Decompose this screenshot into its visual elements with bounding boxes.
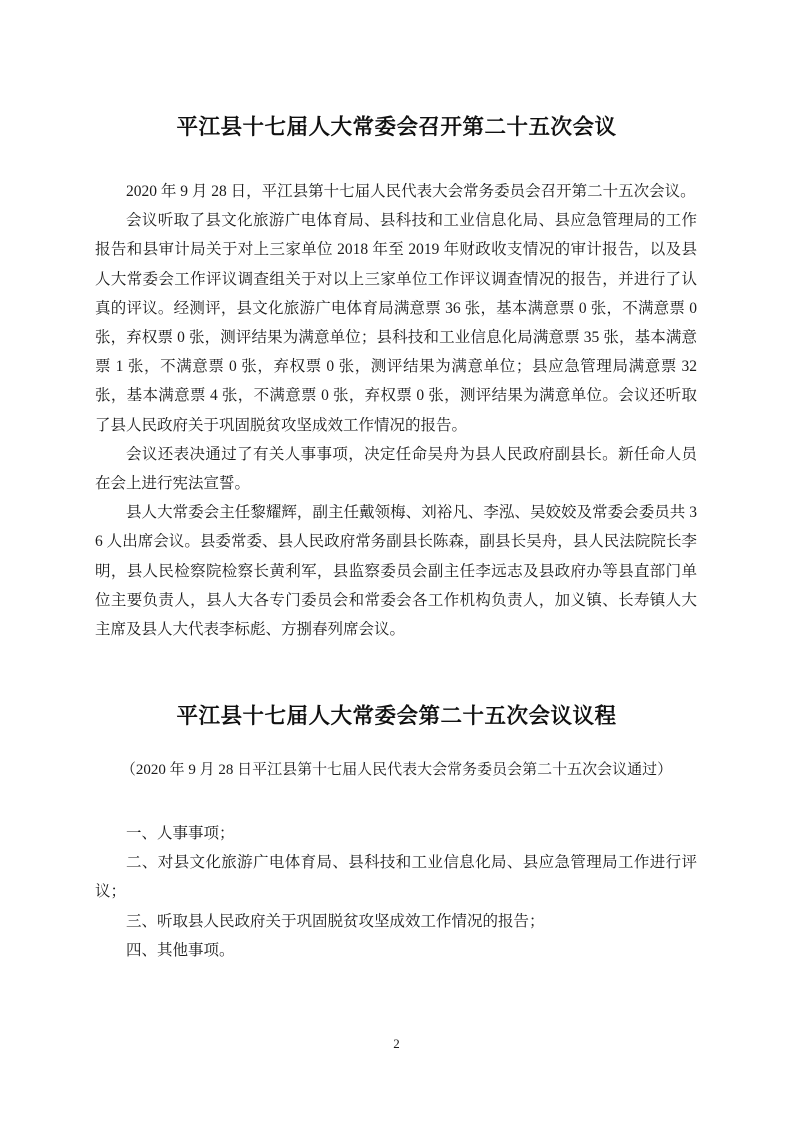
agenda-item-1: 一、人事事项； [126, 825, 235, 842]
agenda-item-3: 三、听取县人民政府关于巩固脱贫攻坚成效工作情况的报告； [126, 912, 545, 930]
agenda-item-4: 四、其他事项。 [126, 941, 235, 959]
article2-title: 平江县十七届人大常委会第二十五次会议议程 [176, 704, 617, 728]
article1-title: 平江县十七届人大常委会召开第二十五次会议 [176, 115, 617, 139]
page-number: 2 [393, 1036, 400, 1051]
article1-paragraph-3: 会议还表决通过了有关人事事项，决定任命吴舟为县人民政府副县长。新任命人员在会上进行宪法宣誓。 [95, 445, 697, 493]
article1-paragraph-2: 会议听取了县文化旅游广电体育局、县科技和工业信息化局、县应急管理局的工作报告和县审计局关于对上三家单位 2018 年至 2019 年财政收支情况的审计报告，以及县人大常委会工作评议调查组关于对以上三家单位工作评议调查情况的报告，并进行了认真的评议。经测评，县文化旅游广电体育局满意票 36 张，基本满意票 0 张，不满意票 0 张，弃权票 0 张，测评结果为满意单位；县科技和工业信息化局满意票 35 张，基本满意票 1 张，不满意票 0 张，弃权票 0 张，测评结果为满意单位；县应急管理局满意票 32 张，基本满意票 4 张，不满意票 0 张，弃权票 0 张，测评结果为满意单位。会议还听取了县人民政府关于巩固脱贫攻坚成效工作情况的报告。 [95, 212, 697, 434]
agenda-list [95, 819, 697, 965]
article1-paragraph-1: 2020 年 9 月 28 日，平江县第十七届人民代表大会常务委员会召开第二十五次会议。 [126, 183, 696, 200]
article2-subtitle: （2020 年 9 月 28 日平江县第十七届人民代表大会常务委员会第二十五次会议通过） [120, 762, 673, 778]
article1-paragraph-4: 县人大常委会主任黎耀辉，副主任戴领梅、刘裕凡、李泓、吴姣姣及常委会委员共 36 人出席会议。县委常委、县人民政府常务副县长陈森，副县长吴舟，县人民法院院长李明，县人民检察院检察长黄利军，县监察委员会副主任李远志及县政府办等县直部门单位主要负责人，县人大各专门委员会和常委会各工作机构负责人，加义镇、长寿镇人大主席及县人大代表李标彪、方捌春列席会议。 [95, 504, 697, 639]
article1-body [95, 177, 697, 644]
agenda-item-2: 二、对县文化旅游广电体育局、县科技和工业信息化局、县应急管理局工作进行评议； [95, 854, 697, 901]
